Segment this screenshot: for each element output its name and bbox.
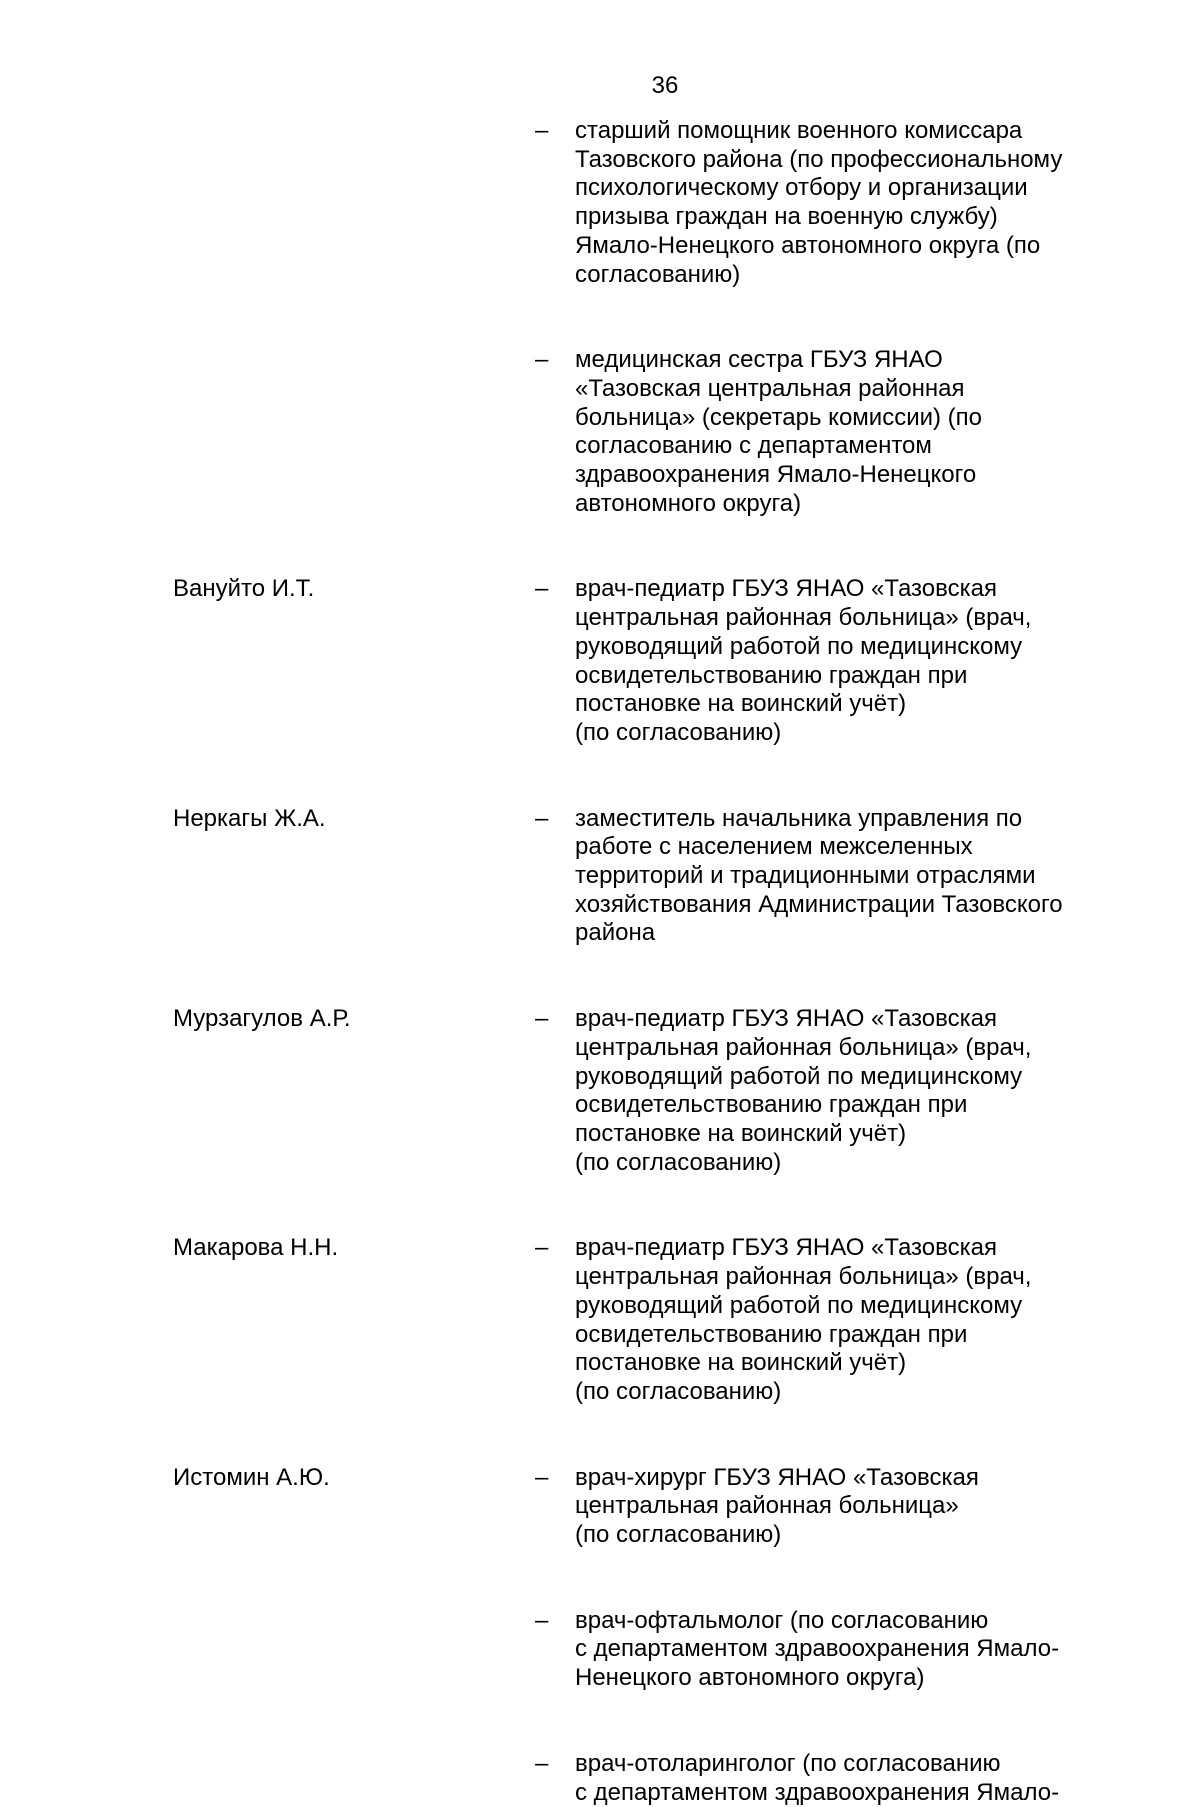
description-line: старший помощник военного комиссара	[575, 117, 1023, 144]
description-line: медицинская сестра ГБУЗ ЯНАО	[575, 346, 943, 374]
member-entry	[0, 1005, 1200, 1177]
entry-dash: –	[535, 804, 549, 832]
description-line: автономного округа)	[575, 489, 802, 517]
description-line: Тазовского района (по профессиональному	[575, 145, 1063, 173]
member-entry	[0, 346, 1200, 518]
member-position-description	[575, 117, 1135, 289]
description-line: врач-хирург ГБУЗ ЯНАО «Тазовская	[575, 1463, 979, 1491]
description-line: с департаментом здравоохранения Ямало-	[575, 1635, 1060, 1663]
description-line: врач-отоларинголог (по согласованию	[575, 1749, 1001, 1777]
member-position-description	[575, 1750, 1135, 1807]
member-position-description	[575, 575, 1135, 747]
description-line: центральная районная больница» (врач,	[575, 604, 1032, 632]
description-line: (по согласованию)	[575, 1148, 782, 1176]
description-line: с департаментом здравоохранения Ямало-	[575, 1778, 1060, 1806]
description-line: центральная районная больница» (врач,	[575, 1033, 1032, 1061]
description-line: больница» (секретарь комиссии) (по	[575, 403, 983, 431]
description-line: центральная районная больница» (врач,	[575, 1263, 1032, 1291]
member-entry	[0, 1464, 1200, 1550]
description-line: руководящий работой по медицинскому	[575, 1062, 1023, 1090]
member-position-description	[575, 1234, 1135, 1406]
description-line: врач-офтальмолог (по согласованию	[575, 1606, 989, 1634]
entry-dash: –	[535, 346, 549, 374]
member-entry	[0, 117, 1200, 289]
description-line: освидетельствованию граждан при	[575, 661, 968, 689]
member-name: Макарова Н.Н.	[173, 1234, 339, 1262]
page-number: 36	[651, 72, 679, 99]
description-line: (по согласованию)	[575, 718, 782, 746]
member-entry	[0, 805, 1200, 949]
description-line: района	[575, 919, 656, 947]
description-line: территорий и традиционными отраслями	[575, 862, 1036, 890]
description-line: врач-педиатр ГБУЗ ЯНАО «Тазовская	[575, 1234, 997, 1262]
description-line: призыва граждан на военную службу)	[575, 203, 998, 231]
member-name: Вануйто И.Т.	[173, 575, 315, 603]
member-position-description	[575, 805, 1135, 949]
member-position-description	[575, 1607, 1135, 1693]
description-line: Ненецкого автономного округа)	[575, 1664, 925, 1692]
member-entry	[0, 1234, 1200, 1406]
description-line: Ямало-Ненецкого автономного округа (по	[575, 231, 1041, 259]
member-position-description	[575, 1005, 1135, 1177]
description-line: постановке на воинский учёт)	[575, 1119, 907, 1147]
description-line: согласованию)	[575, 260, 741, 288]
description-line: постановке на воинский учёт)	[575, 690, 907, 718]
description-line: «Тазовская центральная районная	[575, 374, 965, 402]
entry-dash: –	[535, 1005, 549, 1033]
description-line: руководящий работой по медицинскому	[575, 1291, 1023, 1319]
description-line: здравоохранения Ямало-Ненецкого	[575, 461, 977, 489]
description-line: освидетельствованию граждан при	[575, 1091, 968, 1119]
member-name: Мурзагулов А.Р.	[173, 1005, 351, 1033]
member-name: Неркагы Ж.А.	[173, 804, 326, 832]
description-line: постановке на воинский учёт)	[575, 1349, 907, 1377]
member-entry	[0, 1750, 1200, 1807]
entry-dash: –	[535, 575, 549, 603]
member-position-description	[575, 1464, 1135, 1550]
entry-dash: –	[535, 1234, 549, 1262]
description-line: освидетельствованию граждан при	[575, 1320, 968, 1348]
entry-dash: –	[535, 1606, 549, 1634]
description-line: работе с населением межселенных	[575, 833, 973, 861]
description-line: центральная районная больница»	[575, 1492, 959, 1520]
member-entry	[0, 575, 1200, 747]
description-line: руководящий работой по медицинскому	[575, 632, 1023, 660]
description-line: заместитель начальника управления по	[575, 804, 1023, 832]
member-name: Истомин А.Ю.	[173, 1463, 330, 1491]
entry-dash: –	[535, 1463, 549, 1491]
entry-dash: –	[535, 117, 549, 144]
committee-member-list	[0, 117, 1200, 1807]
entry-dash: –	[535, 1749, 549, 1777]
description-line: (по согласованию)	[575, 1521, 782, 1549]
description-line: врач-педиатр ГБУЗ ЯНАО «Тазовская	[575, 575, 997, 603]
description-line: (по согласованию)	[575, 1377, 782, 1405]
description-line: психологическому отбору и организации	[575, 174, 1028, 202]
description-line: хозяйствования Администрации Тазовского	[575, 890, 1063, 918]
member-entry	[0, 1607, 1200, 1693]
description-line: врач-педиатр ГБУЗ ЯНАО «Тазовская	[575, 1005, 997, 1033]
member-position-description	[575, 346, 1135, 518]
description-line: согласованию с департаментом	[575, 432, 932, 460]
